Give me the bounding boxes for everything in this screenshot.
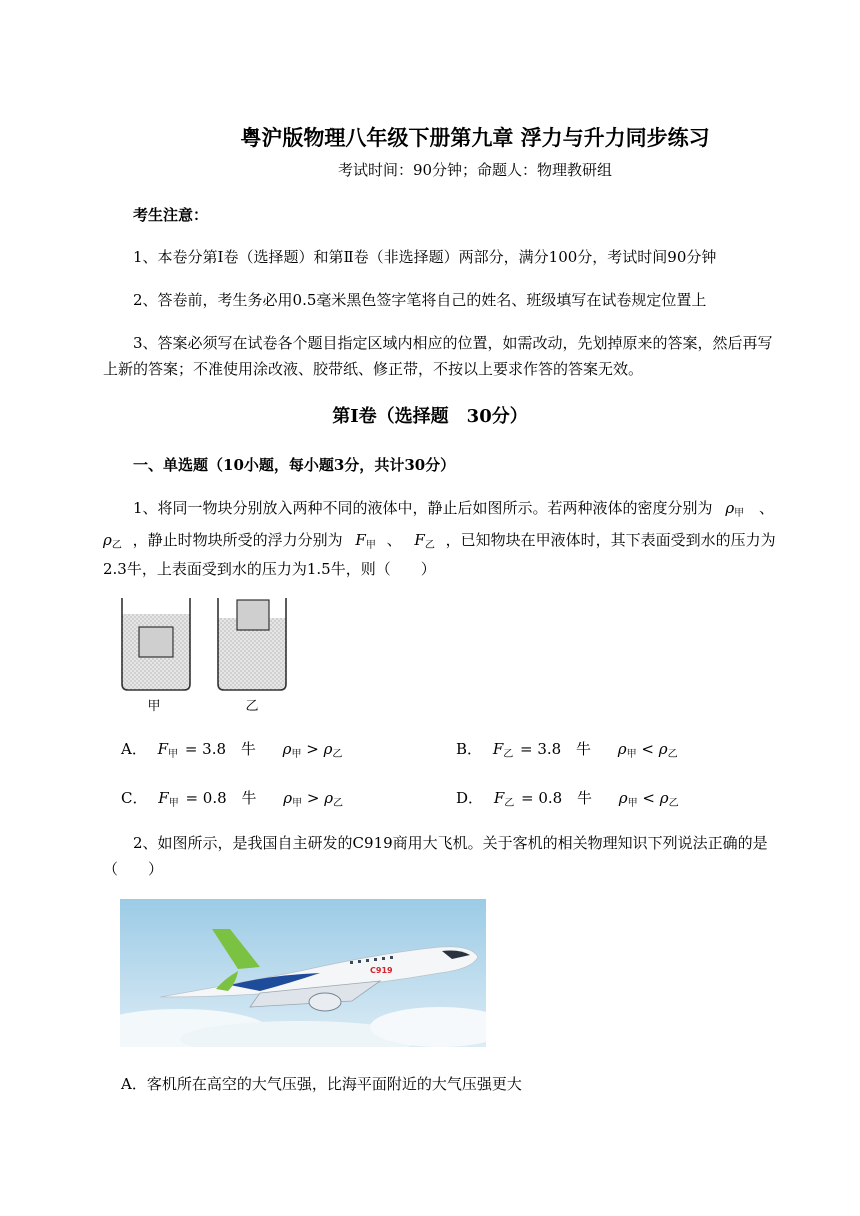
rho-jia-symbol: $\rho_甲$	[725, 499, 745, 519]
beaker-jia	[122, 598, 190, 690]
page-title: 粤沪版物理八年级下册第九章 浮力与升力同步练习	[240, 125, 710, 150]
block-jia	[139, 627, 173, 657]
F-jia-symbol: $F_甲$	[355, 531, 376, 551]
q1-option-c[interactable]: C． $F_甲 = 0.8$ 牛 $\rho_甲 > \rho_乙$	[121, 789, 344, 809]
notice-item-1: 1、本卷分第Ⅰ卷（选择题）和第Ⅱ卷（非选择题）两部分，满分100分，考试时间90分钟	[133, 248, 717, 266]
part-heading: 一、单选题（10小题，每小题3分，共计30分）	[133, 456, 456, 474]
beaker-label-yi: 乙	[245, 699, 259, 714]
c919-plane-image	[120, 899, 486, 1047]
block-yi	[237, 600, 269, 630]
q1-line3: 2.3牛，上表面受到水的压力为1.5牛，则（ ）	[103, 560, 436, 578]
page-subtitle: 考试时间：90分钟；命题人：物理教研组	[337, 161, 613, 179]
notice-item-3: 3、答案必须写在试卷各个题目指定区域内相应的位置，如需改动，先划掉原来的答案，然后再写	[133, 334, 773, 352]
q2-line2: （ ）	[103, 860, 164, 878]
q1-line2: $\rho_乙$ ，静止时物块所受的浮力分别为 $F_甲$ 、 $F_乙$ ，已知物块在甲液体时，其下表面受到水的压力为	[103, 531, 776, 551]
beaker-yi	[218, 598, 286, 690]
rho-yi-symbol: $\rho_乙$	[103, 531, 122, 551]
notice-heading: 考生注意：	[133, 206, 209, 224]
engine	[309, 993, 341, 1011]
q1-option-d[interactable]: D． $F_乙 = 0.8$ 牛 $\rho_甲 < \rho_乙$	[456, 789, 679, 809]
plane-c919-text: C919	[370, 966, 393, 975]
q1-beakers-figure	[118, 596, 298, 716]
beaker-label-jia: 甲	[147, 699, 161, 714]
q1-option-b[interactable]: B． $F_乙 = 3.8$ 牛 $\rho_甲 < \rho_乙$	[456, 740, 678, 760]
q2-line1: 2、如图所示，是我国自主研发的C919商用大飞机。关于客机的相关物理知识下列说法正确的是	[133, 834, 768, 852]
q1-option-a[interactable]: A． $F_甲 = 3.8$ 牛 $\rho_甲 > \rho_乙$	[121, 740, 343, 760]
notice-item-2: 2、答卷前，考生务必用0.5毫米黑色签字笔将自己的姓名、班级填写在试卷规定位置上	[133, 291, 707, 309]
notice-item-3-cont: 上新的答案；不准使用涂改液、胶带纸、修正带，不按以上要求作答的答案无效。	[103, 360, 644, 378]
F-yi-symbol: $F_乙$	[414, 531, 435, 551]
q2-option-a[interactable]: A．客机所在高空的大气压强，比海平面附近的大气压强更大	[121, 1075, 522, 1093]
section-title: 第Ⅰ卷（选择题 30分）	[332, 406, 528, 427]
q1-line1: 1、将同一物块分别放入两种不同的液体中，静止后如图所示。若两种液体的密度分别为 $\rho_甲$ 、	[133, 499, 774, 519]
